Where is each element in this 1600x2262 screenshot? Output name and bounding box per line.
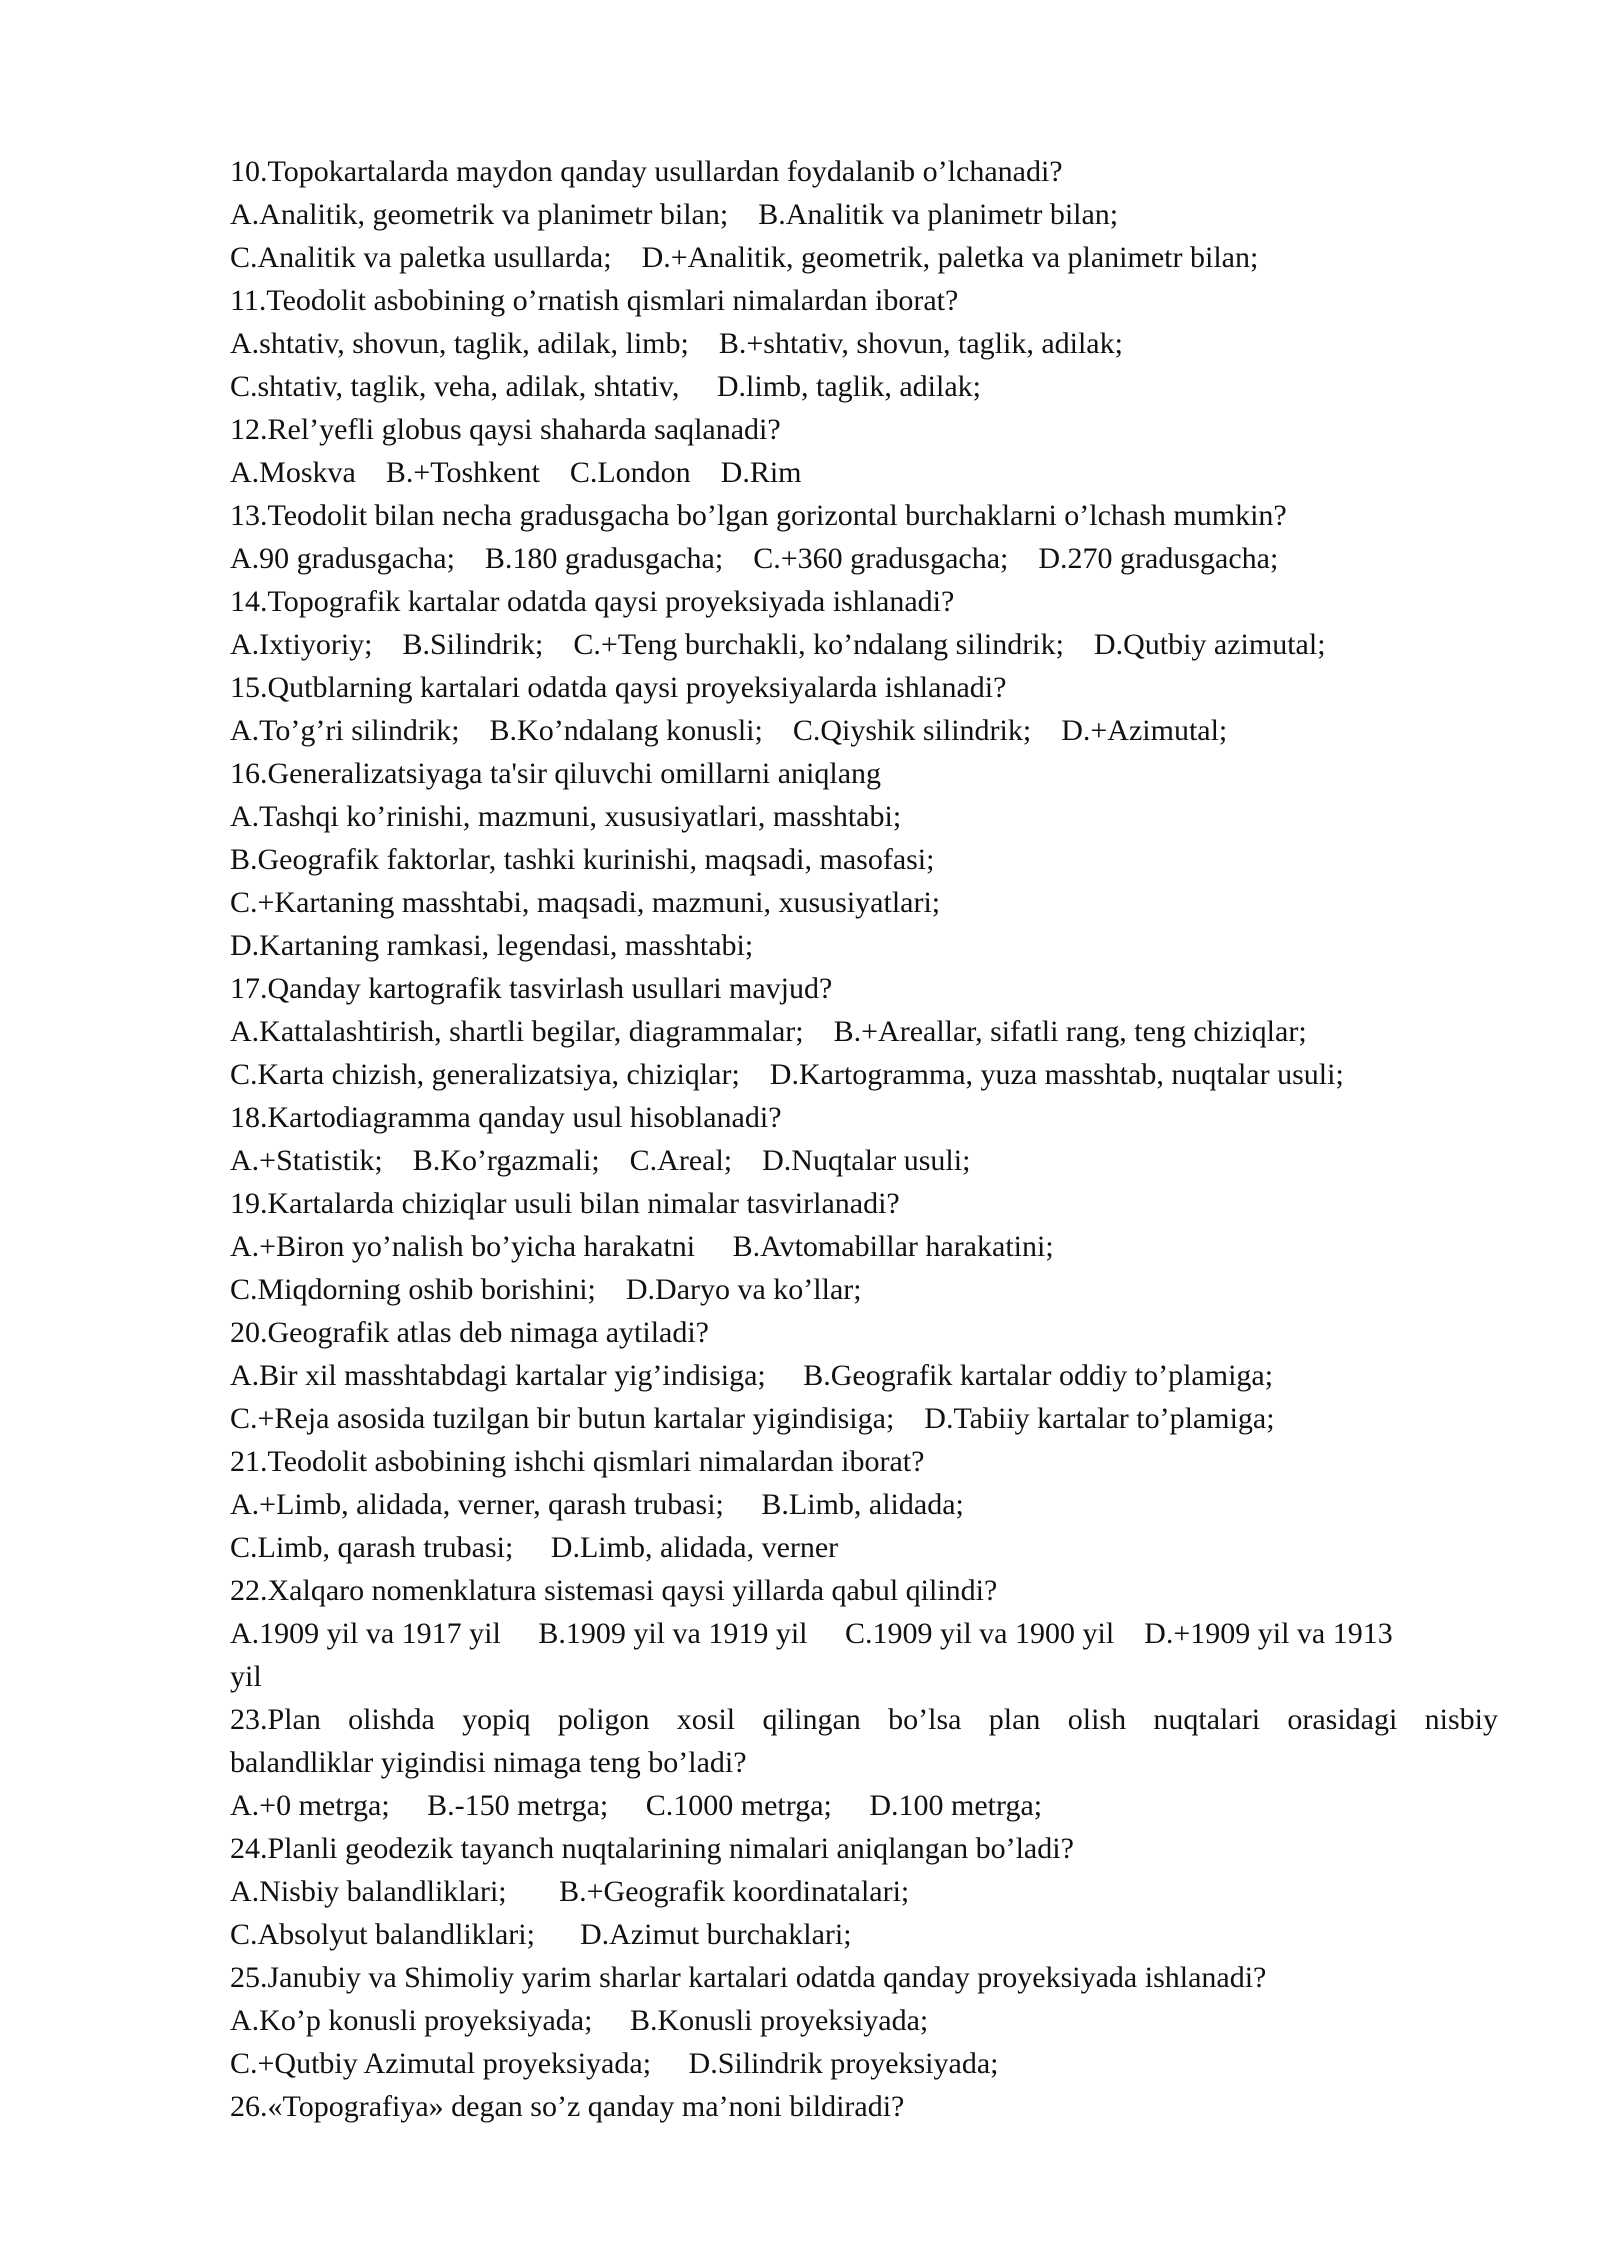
question-13: 13.Teodolit bilan necha gradusgacha bo’lgan gorizontal burchaklarni o’lchash mumkin? (230, 499, 1287, 532)
answer-options: C.+Qutbiy Azimutal proyeksiyada; D.Silindrik proyeksiyada; (230, 2047, 999, 2080)
answer-options-continued: yil (230, 1660, 262, 1693)
answer-options: A.Nisbiy balandliklari; B.+Geografik koordinatalari; (230, 1875, 910, 1908)
question-11: 11.Teodolit asbobining o’rnatish qismlari nimalardan iborat? (230, 284, 959, 317)
answer-options: A.Ko’p konusli proyeksiyada; B.Konusli proyeksiyada; (230, 2004, 929, 2037)
answer-options: A.Analitik, geometrik va planimetr bilan; B.Analitik va planimetr bilan; (230, 198, 1119, 231)
question-23-continued: balandliklar yigindisi nimaga teng bo’ladi? (230, 1746, 747, 1779)
answer-options: A.Bir xil masshtabdagi kartalar yig’indisiga; B.Geografik kartalar oddiy to’plamiga; (230, 1359, 1274, 1392)
answer-options: C.Karta chizish, generalizatsiya, chiziqlar; D.Kartogramma, yuza masshtab, nuqtalar usuli; (230, 1058, 1344, 1091)
question-26: 26.«Topografiya» degan so’z qanday ma’noni bildiradi? (230, 2090, 905, 2123)
answer-options: A.Kattalashtirish, shartli begilar, diagrammalar; B.+Areallar, sifatli rang, teng chiziqlar; (230, 1015, 1307, 1048)
answer-options: A.90 gradusgacha; B.180 gradusgacha; C.+360 gradusgacha; D.270 gradusgacha; (230, 542, 1279, 575)
document-page (230, 150, 1498, 2128)
question-17: 17.Qanday kartografik tasvirlash usullari mavjud? (230, 972, 833, 1005)
question-24: 24.Planli geodezik tayanch nuqtalarining nimalari aniqlangan bo’ladi? (230, 1832, 1074, 1865)
question-12: 12.Rel’yefli globus qaysi shaharda saqlanadi? (230, 413, 781, 446)
answer-options: A.+0 metrga; B.-150 metrga; C.1000 metrga; D.100 metrga; (230, 1789, 1043, 1822)
answer-option-b: B.Geografik faktorlar, tashki kurinishi, maqsadi, masofasi; (230, 843, 935, 876)
answer-options: C.Miqdorning oshib borishini; D.Daryo va ko’llar; (230, 1273, 862, 1306)
question-21: 21.Teodolit asbobining ishchi qismlari nimalardan iborat? (230, 1445, 925, 1478)
answer-options: C.shtativ, taglik, veha, adilak, shtativ, D.limb, taglik, adilak; (230, 370, 981, 403)
question-23: 23.Plan olishda yopiq poligon xosil qilingan bo’lsa plan olish nuqtalari orasidagi nisbiy (230, 1703, 1498, 1736)
answer-options: A.+Biron yo’nalish bo’yicha harakatni B.Avtomabillar harakatini; (230, 1230, 1054, 1263)
answer-options: C.+Reja asosida tuzilgan bir butun kartalar yigindisiga; D.Tabiiy kartalar to’plamiga; (230, 1402, 1275, 1435)
answer-options: C.Absolyut balandliklari; D.Azimut burchaklari; (230, 1918, 852, 1951)
answer-options: C.Analitik va paletka usullarda; D.+Analitik, geometrik, paletka va planimetr bilan; (230, 241, 1259, 274)
answer-options: A.+Statistik; B.Ko’rgazmali; C.Areal; D.Nuqtalar usuli; (230, 1144, 971, 1177)
answer-option-d: D.Kartaning ramkasi, legendasi, masshtabi; (230, 929, 754, 962)
answer-options: A.1909 yil va 1917 yil B.1909 yil va 1919 yil C.1909 yil va 1900 yil D.+1909 yil va 1913 (230, 1617, 1393, 1650)
answer-option-c: C.+Kartaning masshtabi, maqsadi, mazmuni, xususiyatlari; (230, 886, 941, 919)
answer-options: A.To’g’ri silindrik; B.Ko’ndalang konusli; C.Qiyshik silindrik; D.+Azimutal; (230, 714, 1228, 747)
question-22: 22.Xalqaro nomenklatura sistemasi qaysi yillarda qabul qilindi? (230, 1574, 998, 1607)
answer-option-a: A.Tashqi ko’rinishi, mazmuni, xususiyatlari, masshtabi; (230, 800, 902, 833)
question-20: 20.Geografik atlas deb nimaga aytiladi? (230, 1316, 709, 1349)
answer-options: C.Limb, qarash trubasi; D.Limb, alidada, verner (230, 1531, 839, 1564)
answer-options: A.+Limb, alidada, verner, qarash trubasi; B.Limb, alidada; (230, 1488, 964, 1521)
question-15: 15.Qutblarning kartalari odatda qaysi proyeksiyalarda ishlanadi? (230, 671, 1007, 704)
answer-options: A.shtativ, shovun, taglik, adilak, limb; B.+shtativ, shovun, taglik, adilak; (230, 327, 1123, 360)
question-25: 25.Janubiy va Shimoliy yarim sharlar kartalari odatda qanday proyeksiyada ishlanadi? (230, 1961, 1267, 1994)
question-16: 16.Generalizatsiyaga ta'sir qiluvchi omillarni aniqlang (230, 757, 882, 790)
answer-options: A.Ixtiyoriy; B.Silindrik; C.+Teng burchakli, ko’ndalang silindrik; D.Qutbiy azimutal; (230, 628, 1326, 661)
question-19: 19.Kartalarda chiziqlar usuli bilan nimalar tasvirlanadi? (230, 1187, 900, 1220)
question-14: 14.Topografik kartalar odatda qaysi proyeksiyada ishlanadi? (230, 585, 955, 618)
answer-options: A.Moskva B.+Toshkent C.London D.Rim (230, 456, 802, 489)
question-18: 18.Kartodiagramma qanday usul hisoblanadi? (230, 1101, 782, 1134)
question-10: 10.Topokartalarda maydon qanday usullardan foydalanib o’lchanadi? (230, 155, 1063, 188)
